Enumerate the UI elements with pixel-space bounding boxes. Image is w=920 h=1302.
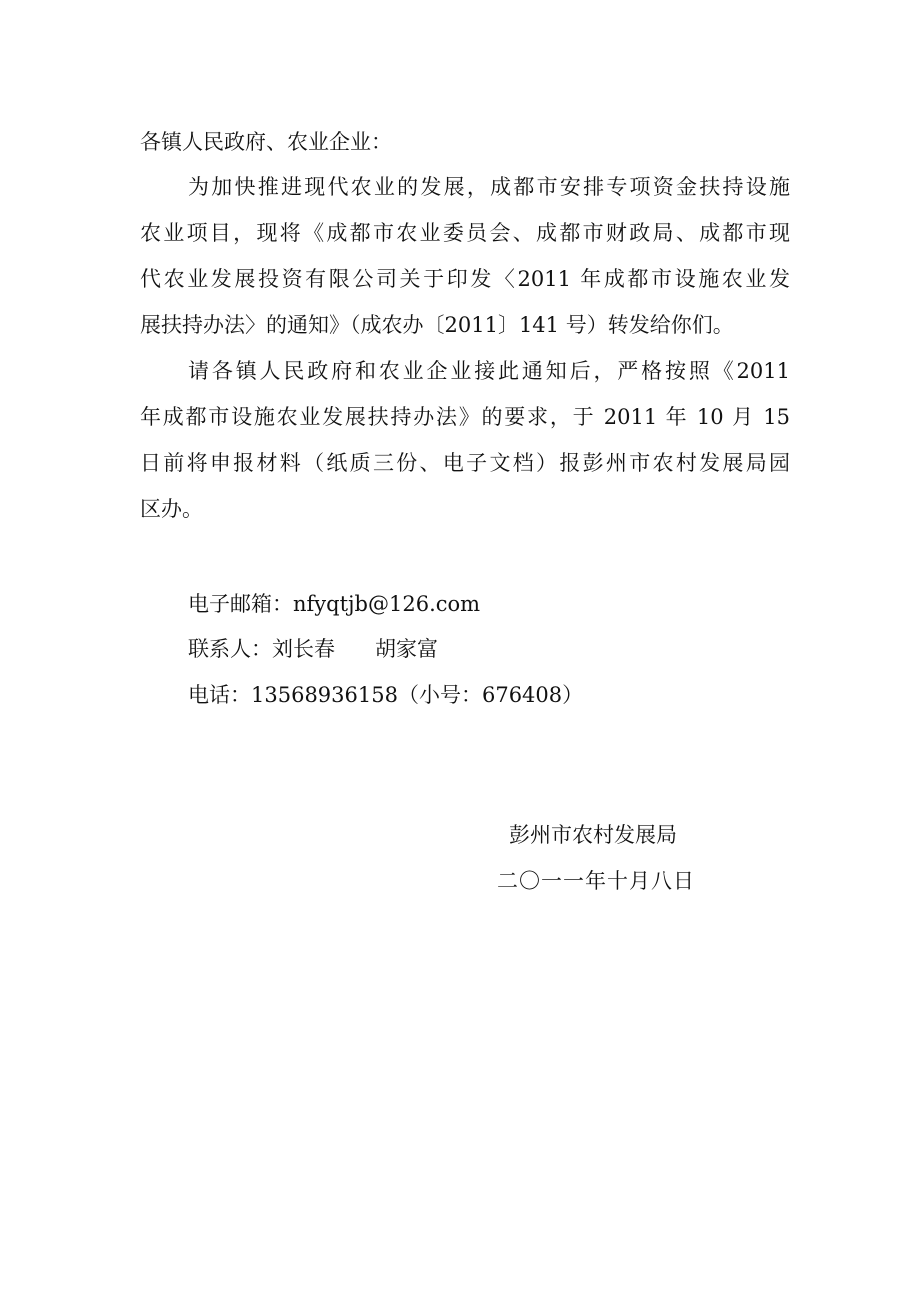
email-address: nfyqtjb@126.com	[293, 592, 481, 616]
signature-date: 二〇一一年十月八日	[497, 869, 695, 893]
email-label: 电子邮箱：	[188, 592, 293, 616]
person-label: 联系人：	[188, 637, 272, 661]
phone-label: 电话：	[188, 683, 251, 707]
contact-phone	[188, 680, 583, 710]
contact-person	[188, 634, 438, 664]
signature-org: 彭州市农村发展局	[509, 823, 677, 847]
phone-number: 13568936158（小号：676408）	[251, 683, 584, 707]
salutation: 各镇人民政府、农业企业：	[140, 130, 392, 154]
paragraph1-line3: 代农业发展投资有限公司关于印发〈2011 年成都市设施农业发	[140, 267, 790, 291]
paragraph2-line4: 区办。	[140, 497, 203, 521]
paragraph2-line1: 请各镇人民政府和农业企业接此通知后，严格按照《2011	[188, 359, 790, 383]
paragraph2-line2: 年成都市设施农业发展扶持办法》的要求，于 2011 年 10 月 15	[140, 405, 790, 429]
paragraph1-line4: 展扶持办法〉的通知》（成农办〔2011〕141 号）转发给你们。	[140, 313, 734, 337]
paragraph1-line2: 农业项目，现将《成都市农业委员会、成都市财政局、成都市现	[140, 221, 790, 245]
person-name-1: 刘长春	[272, 637, 335, 661]
person-name-2: 胡家富	[375, 637, 438, 661]
paragraph2-line3: 日前将申报材料（纸质三份、电子文档）报彭州市农村发展局园	[140, 451, 790, 475]
contact-email	[188, 589, 480, 619]
paragraph1-line1: 为加快推进现代农业的发展，成都市安排专项资金扶持设施	[188, 175, 790, 199]
